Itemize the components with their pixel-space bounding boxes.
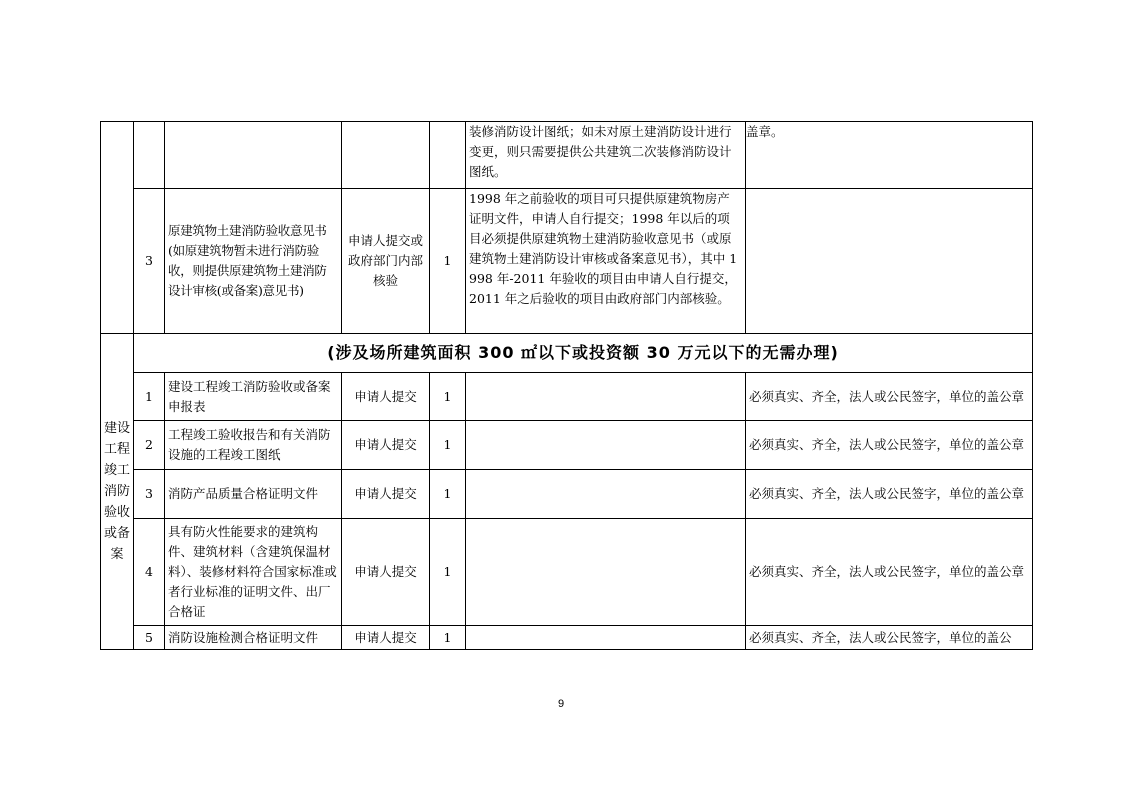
item-name: 原建筑物土建消防验收意见书(如原建筑物暂未进行消防验收，则提供原建筑物土建消防设计审核(或备案)意见书) xyxy=(165,189,342,334)
section-label-cell-empty xyxy=(101,122,134,334)
item-number: 1 xyxy=(134,373,165,421)
section-banner: (涉及场所建筑面积 300 ㎡以下或投资额 30 万元以下的无需办理) xyxy=(134,334,1033,373)
item-description xyxy=(466,470,746,519)
item-quantity: 1 xyxy=(430,189,466,334)
item-quantity: 1 xyxy=(430,373,466,421)
item-description: 装修消防设计图纸；如未对原土建消防设计进行变更，则只需要提供公共建筑二次装修消防设计图纸。 xyxy=(466,122,746,189)
page-number: 9 xyxy=(557,698,565,710)
table-row xyxy=(101,373,1033,421)
item-description xyxy=(466,626,746,650)
item-name xyxy=(165,122,342,189)
table-row xyxy=(101,421,1033,470)
item-requirement xyxy=(746,189,1033,334)
table-row xyxy=(101,626,1033,650)
item-number: 2 xyxy=(134,421,165,470)
materials-table xyxy=(100,121,1033,650)
item-description xyxy=(466,519,746,626)
item-name: 消防设施检测合格证明文件 xyxy=(165,626,342,650)
item-source: 申请人提交 xyxy=(342,626,430,650)
table-row xyxy=(101,470,1033,519)
item-name: 消防产品质量合格证明文件 xyxy=(165,470,342,519)
item-quantity: 1 xyxy=(430,470,466,519)
table-row xyxy=(101,189,1033,334)
item-requirement: 必须真实、齐全，法人或公民签字，单位的盖公 xyxy=(746,626,1033,650)
item-name: 建设工程竣工消防验收或备案申报表 xyxy=(165,373,342,421)
item-source xyxy=(342,122,430,189)
section-banner-row xyxy=(101,334,1033,373)
item-source: 申请人提交 xyxy=(342,373,430,421)
item-description xyxy=(466,421,746,470)
item-name: 具有防火性能要求的建筑构件、建筑材料（含建筑保温材料）、装修材料符合国家标准或者行业标准的证明文件、出厂合格证 xyxy=(165,519,342,626)
item-number: 3 xyxy=(134,189,165,334)
item-source: 申请人提交 xyxy=(342,519,430,626)
item-number: 4 xyxy=(134,519,165,626)
item-description xyxy=(466,373,746,421)
item-source: 申请人提交 xyxy=(342,421,430,470)
item-source: 申请人提交或政府部门内部核验 xyxy=(342,189,430,334)
item-number: 5 xyxy=(134,626,165,650)
item-requirement: 必须真实、齐全，法人或公民签字，单位的盖公章 xyxy=(746,373,1033,421)
table-row xyxy=(101,519,1033,626)
item-quantity: 1 xyxy=(430,626,466,650)
item-source: 申请人提交 xyxy=(342,470,430,519)
item-quantity xyxy=(430,122,466,189)
item-number xyxy=(134,122,165,189)
item-requirement: 必须真实、齐全，法人或公民签字，单位的盖公章 xyxy=(746,421,1033,470)
item-quantity: 1 xyxy=(430,519,466,626)
item-name: 工程竣工验收报告和有关消防设施的工程竣工图纸 xyxy=(165,421,342,470)
item-quantity: 1 xyxy=(430,421,466,470)
table-row xyxy=(101,122,1033,189)
item-number: 3 xyxy=(134,470,165,519)
section-label: 建设工程竣工消防验收或备案 xyxy=(101,334,134,650)
item-description: 1998 年之前验收的项目可只提供原建筑物房产证明文件，申请人自行提交；1998 年以后的项目必须提供原建筑物土建消防验收意见书（或原建筑物土建消防设计审核或备案意见书），其中 1998 年-2011 年验收的项目由申请人自行提交，2011 年之后验收的项目由政府部门内部核验。 xyxy=(466,189,746,334)
item-requirement: 必须真实、齐全，法人或公民签字，单位的盖公章 xyxy=(746,519,1033,626)
item-requirement: 必须真实、齐全，法人或公民签字，单位的盖公章 xyxy=(746,470,1033,519)
item-requirement: 盖章。 xyxy=(746,122,1033,189)
